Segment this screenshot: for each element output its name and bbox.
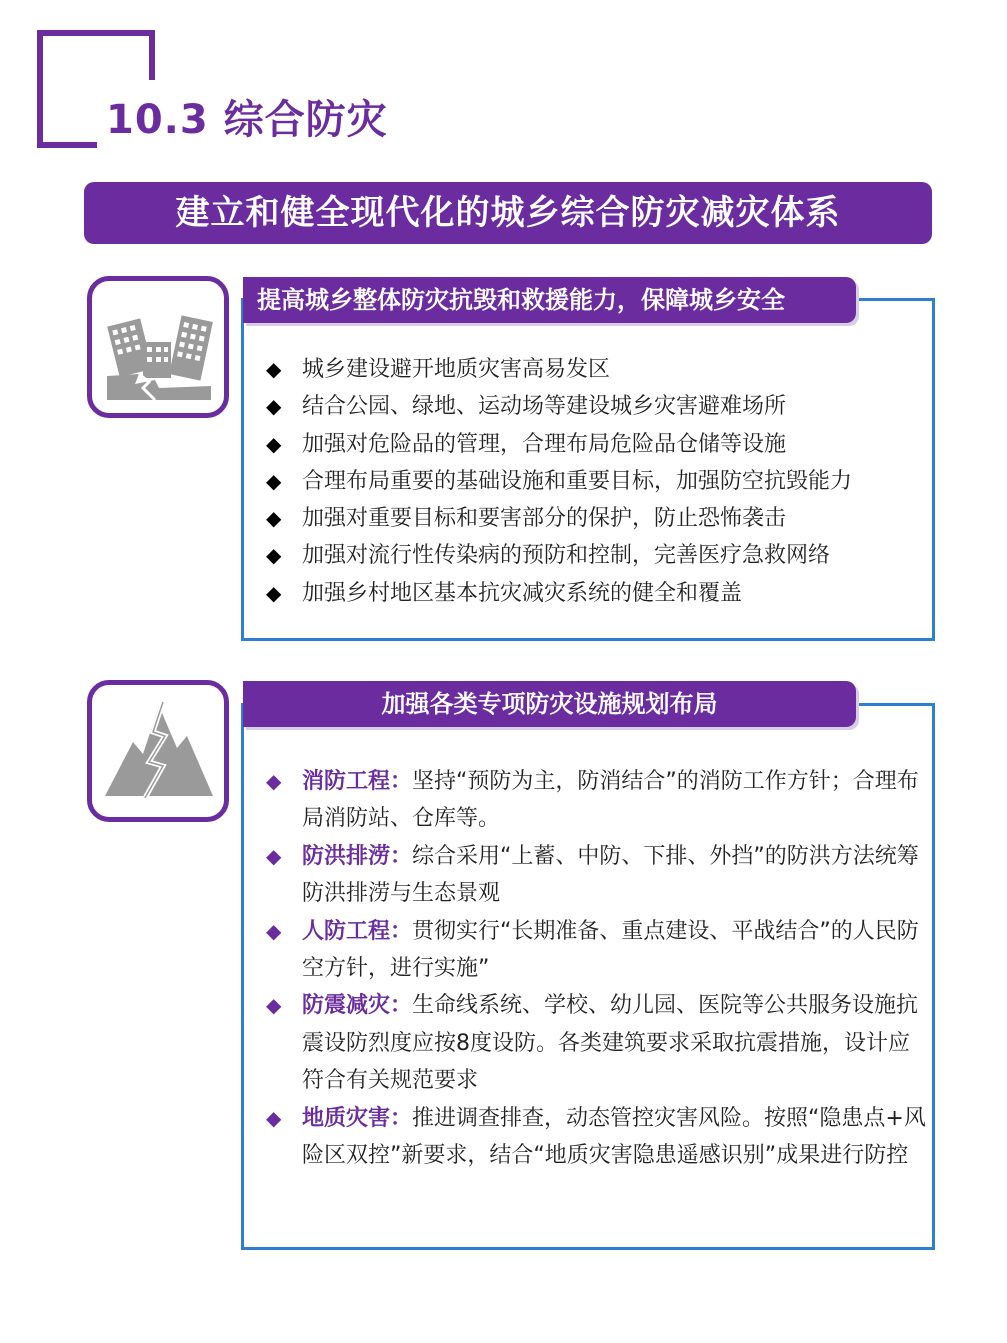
item-keyword: 消防工程： bbox=[302, 769, 413, 794]
item-text: 贯彻实行“长期准备、重点建设、平战结合”的人民防空方针，进行实施” bbox=[302, 918, 919, 982]
item-text: 生命线系统、学校、幼儿园、医院等公共服务设施抗震设防烈度应按8度设防。各类建筑要求采取抗震措施，设计应符合有关规范要求 bbox=[302, 993, 919, 1094]
main-banner: 建立和健全现代化的城乡综合防灾减灾体系 bbox=[84, 182, 932, 244]
section1-list bbox=[266, 351, 852, 612]
section2-header: 加强各类专项防灾设施规划布局 bbox=[243, 681, 856, 727]
list-item bbox=[266, 838, 926, 913]
collapsed-buildings-icon bbox=[99, 288, 217, 406]
section2-list bbox=[266, 763, 926, 1174]
diamond-bullet-icon: ◆ bbox=[266, 357, 282, 381]
page-title: 10.3 综合防灾 bbox=[104, 92, 394, 148]
section1-header: 提高城乡整体防灾抗毁和救援能力，保障城乡安全 bbox=[243, 277, 856, 323]
diamond-bullet-icon: ◆ bbox=[266, 843, 282, 868]
diamond-bullet-icon: ◆ bbox=[266, 769, 282, 793]
diamond-bullet-icon: ◆ bbox=[266, 580, 282, 605]
list-item bbox=[266, 426, 852, 463]
list-item bbox=[266, 388, 852, 425]
list-item-text: 城乡建设避开地质灾害高易发区 bbox=[302, 357, 611, 382]
list-item bbox=[266, 1100, 926, 1175]
list-item bbox=[266, 575, 852, 612]
item-keyword: 人防工程： bbox=[302, 918, 413, 944]
item-keyword: 地质灾害： bbox=[302, 1105, 413, 1131]
section1-icon-box bbox=[87, 276, 229, 418]
list-item bbox=[266, 913, 926, 988]
diamond-bullet-icon: ◆ bbox=[266, 394, 282, 419]
diamond-bullet-icon: ◆ bbox=[266, 431, 282, 456]
list-item bbox=[266, 987, 926, 1099]
list-item bbox=[266, 500, 852, 537]
cracked-mountain-icon bbox=[99, 692, 217, 810]
list-item-text: 合理布局重要的基础设施和重要目标，加强防空抗毁能力 bbox=[302, 468, 853, 494]
item-text: 坚持“预防为主，防消结合”的消防工作方针；合理布局消防站、仓库等。 bbox=[302, 769, 919, 832]
list-item-text: 加强对重要目标和要害部分的保护，防止恐怖袭击 bbox=[302, 506, 787, 532]
list-item-text: 加强对流行性传染病的预防和控制，完善医疗急救网络 bbox=[302, 543, 831, 569]
list-item bbox=[266, 463, 852, 500]
list-item bbox=[266, 537, 852, 574]
diamond-bullet-icon: ◆ bbox=[266, 918, 282, 943]
item-keyword: 防震减灾： bbox=[302, 993, 413, 1019]
item-text: 推进调查排查，动态管控灾害风险。按照“隐患点+风险区双控”新要求，结合“地质灾害隐患遥感识别”成果进行防控 bbox=[302, 1105, 926, 1169]
diamond-bullet-icon: ◆ bbox=[266, 506, 282, 531]
diamond-bullet-icon: ◆ bbox=[266, 1105, 282, 1130]
diamond-bullet-icon: ◆ bbox=[266, 468, 282, 493]
list-item bbox=[266, 351, 852, 388]
list-item-text: 加强乡村地区基本抗灾减灾系统的健全和覆盖 bbox=[302, 580, 743, 606]
list-item-text: 加强对危险品的管理，合理布局危险品仓储等设施 bbox=[302, 431, 787, 457]
list-item bbox=[266, 763, 926, 838]
list-item-text: 结合公园、绿地、运动场等建设城乡灾害避难场所 bbox=[302, 394, 787, 420]
item-text: 综合采用“上蓄、中防、下排、外挡”的防洪方法统筹防洪排涝与生态景观 bbox=[302, 843, 919, 907]
item-keyword: 防洪排涝： bbox=[302, 843, 413, 869]
diamond-bullet-icon: ◆ bbox=[266, 993, 282, 1018]
diamond-bullet-icon: ◆ bbox=[266, 543, 282, 568]
section2-icon-box bbox=[87, 680, 229, 822]
